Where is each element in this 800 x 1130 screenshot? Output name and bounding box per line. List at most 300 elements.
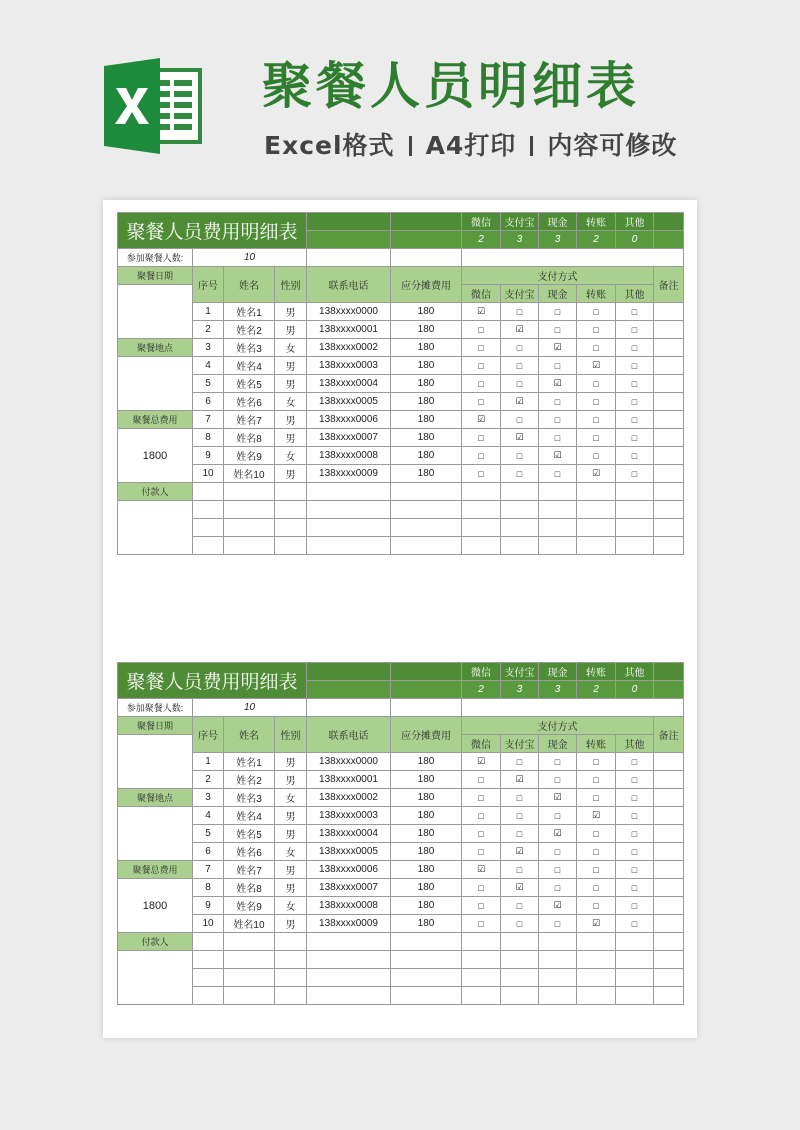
row-gender[interactable]: 男 bbox=[275, 879, 307, 897]
dinner-date-value[interactable] bbox=[118, 735, 193, 789]
total-cost-value[interactable]: 1800 bbox=[118, 429, 193, 483]
row-name[interactable]: 姓名10 bbox=[224, 465, 275, 483]
row-no[interactable]: 3 bbox=[193, 789, 224, 807]
cell[interactable] bbox=[307, 951, 391, 969]
payment-checkbox[interactable]: □ bbox=[616, 915, 654, 933]
cell[interactable] bbox=[391, 537, 462, 555]
cell[interactable] bbox=[391, 681, 462, 699]
cell[interactable] bbox=[391, 231, 462, 249]
cell[interactable] bbox=[224, 519, 275, 537]
cell[interactable] bbox=[307, 537, 391, 555]
payment-checkbox[interactable]: □ bbox=[462, 375, 501, 393]
cell[interactable] bbox=[224, 483, 275, 501]
col-header-method[interactable]: 现金 bbox=[539, 285, 577, 303]
payment-checkbox[interactable]: ☑ bbox=[539, 447, 577, 465]
row-no[interactable]: 9 bbox=[193, 897, 224, 915]
payment-checkbox[interactable]: □ bbox=[577, 429, 616, 447]
row-share[interactable]: 180 bbox=[391, 915, 462, 933]
col-header-method[interactable]: 现金 bbox=[539, 735, 577, 753]
summary-method-label[interactable]: 支付宝 bbox=[501, 663, 539, 681]
payment-checkbox[interactable]: □ bbox=[501, 897, 539, 915]
payment-checkbox[interactable]: □ bbox=[462, 789, 501, 807]
row-no[interactable]: 1 bbox=[193, 753, 224, 771]
row-phone[interactable]: 138xxxx0002 bbox=[307, 339, 391, 357]
col-header-method[interactable]: 支付宝 bbox=[501, 735, 539, 753]
cell[interactable] bbox=[501, 519, 539, 537]
payment-checkbox[interactable]: □ bbox=[616, 321, 654, 339]
payment-checkbox[interactable]: □ bbox=[462, 321, 501, 339]
total-cost-label[interactable]: 聚餐总费用 bbox=[118, 411, 193, 429]
payment-checkbox[interactable]: ☑ bbox=[501, 771, 539, 789]
cell[interactable] bbox=[307, 483, 391, 501]
cell[interactable] bbox=[539, 483, 577, 501]
row-phone[interactable]: 138xxxx0004 bbox=[307, 825, 391, 843]
payment-checkbox[interactable]: □ bbox=[462, 807, 501, 825]
cell[interactable] bbox=[462, 699, 684, 717]
cell[interactable] bbox=[654, 501, 684, 519]
col-header-method[interactable]: 微信 bbox=[462, 285, 501, 303]
payment-checkbox[interactable]: □ bbox=[462, 447, 501, 465]
row-no[interactable]: 6 bbox=[193, 843, 224, 861]
row-gender[interactable]: 男 bbox=[275, 429, 307, 447]
cell[interactable] bbox=[391, 501, 462, 519]
row-no[interactable]: 10 bbox=[193, 465, 224, 483]
payment-checkbox[interactable]: □ bbox=[501, 825, 539, 843]
payment-checkbox[interactable]: □ bbox=[577, 861, 616, 879]
row-name[interactable]: 姓名3 bbox=[224, 339, 275, 357]
row-phone[interactable]: 138xxxx0008 bbox=[307, 897, 391, 915]
row-gender[interactable]: 男 bbox=[275, 303, 307, 321]
cell[interactable] bbox=[616, 501, 654, 519]
payment-checkbox[interactable]: □ bbox=[462, 393, 501, 411]
col-header-note[interactable]: 备注 bbox=[654, 267, 684, 303]
cell[interactable] bbox=[275, 537, 307, 555]
cell[interactable] bbox=[616, 537, 654, 555]
cell[interactable] bbox=[193, 501, 224, 519]
row-phone[interactable]: 138xxxx0000 bbox=[307, 303, 391, 321]
cell[interactable] bbox=[275, 987, 307, 1005]
payment-checkbox[interactable]: ☑ bbox=[501, 393, 539, 411]
payment-checkbox[interactable]: □ bbox=[501, 789, 539, 807]
col-header-payment-method[interactable]: 支付方式 bbox=[462, 717, 654, 735]
col-header-share[interactable]: 应分摊费用 bbox=[391, 267, 462, 303]
cell[interactable] bbox=[462, 537, 501, 555]
cell[interactable] bbox=[577, 951, 616, 969]
payment-checkbox[interactable]: □ bbox=[616, 339, 654, 357]
payment-checkbox[interactable]: □ bbox=[501, 465, 539, 483]
row-no[interactable]: 9 bbox=[193, 447, 224, 465]
row-name[interactable]: 姓名6 bbox=[224, 843, 275, 861]
row-name[interactable]: 姓名4 bbox=[224, 357, 275, 375]
row-no[interactable]: 7 bbox=[193, 411, 224, 429]
payment-checkbox[interactable]: □ bbox=[462, 825, 501, 843]
row-note[interactable] bbox=[654, 861, 684, 879]
cell[interactable] bbox=[462, 933, 501, 951]
cell[interactable] bbox=[391, 483, 462, 501]
cell[interactable] bbox=[307, 699, 391, 717]
row-no[interactable]: 1 bbox=[193, 303, 224, 321]
row-gender[interactable]: 男 bbox=[275, 861, 307, 879]
row-share[interactable]: 180 bbox=[391, 303, 462, 321]
row-gender[interactable]: 男 bbox=[275, 771, 307, 789]
cell[interactable] bbox=[307, 231, 391, 249]
payment-checkbox[interactable]: □ bbox=[501, 807, 539, 825]
row-name[interactable]: 姓名10 bbox=[224, 915, 275, 933]
payment-checkbox[interactable]: □ bbox=[577, 375, 616, 393]
payment-checkbox[interactable]: ☑ bbox=[462, 861, 501, 879]
row-gender[interactable]: 男 bbox=[275, 357, 307, 375]
row-note[interactable] bbox=[654, 429, 684, 447]
cell[interactable] bbox=[577, 519, 616, 537]
cell[interactable] bbox=[539, 969, 577, 987]
col-header-note[interactable]: 备注 bbox=[654, 717, 684, 753]
payment-checkbox[interactable]: □ bbox=[539, 321, 577, 339]
row-share[interactable]: 180 bbox=[391, 861, 462, 879]
payment-checkbox[interactable]: □ bbox=[501, 411, 539, 429]
col-header-share[interactable]: 应分摊费用 bbox=[391, 717, 462, 753]
row-phone[interactable]: 138xxxx0007 bbox=[307, 429, 391, 447]
cell[interactable] bbox=[577, 933, 616, 951]
cell[interactable] bbox=[275, 933, 307, 951]
row-note[interactable] bbox=[654, 393, 684, 411]
cell[interactable] bbox=[193, 969, 224, 987]
cell[interactable] bbox=[275, 969, 307, 987]
cell[interactable] bbox=[193, 951, 224, 969]
row-share[interactable]: 180 bbox=[391, 789, 462, 807]
col-header-gender[interactable]: 性别 bbox=[275, 267, 307, 303]
payment-checkbox[interactable]: □ bbox=[462, 357, 501, 375]
payment-checkbox[interactable]: □ bbox=[501, 753, 539, 771]
payment-checkbox[interactable]: □ bbox=[462, 843, 501, 861]
payment-checkbox[interactable]: □ bbox=[501, 447, 539, 465]
row-phone[interactable]: 138xxxx0003 bbox=[307, 357, 391, 375]
row-phone[interactable]: 138xxxx0008 bbox=[307, 447, 391, 465]
row-note[interactable] bbox=[654, 897, 684, 915]
summary-method-label[interactable]: 转账 bbox=[577, 213, 616, 231]
cell[interactable] bbox=[193, 537, 224, 555]
payment-checkbox[interactable]: □ bbox=[462, 897, 501, 915]
cell[interactable] bbox=[501, 969, 539, 987]
participant-count-value[interactable]: 10 bbox=[193, 249, 307, 267]
payment-checkbox[interactable]: □ bbox=[616, 771, 654, 789]
row-gender[interactable]: 男 bbox=[275, 375, 307, 393]
cell[interactable] bbox=[275, 951, 307, 969]
payment-checkbox[interactable]: ☑ bbox=[501, 843, 539, 861]
cell[interactable] bbox=[654, 933, 684, 951]
summary-method-label[interactable]: 转账 bbox=[577, 663, 616, 681]
cell[interactable] bbox=[224, 951, 275, 969]
cell[interactable] bbox=[193, 519, 224, 537]
cell[interactable] bbox=[501, 933, 539, 951]
row-name[interactable]: 姓名3 bbox=[224, 789, 275, 807]
row-no[interactable]: 5 bbox=[193, 825, 224, 843]
cell[interactable] bbox=[193, 483, 224, 501]
row-phone[interactable]: 138xxxx0000 bbox=[307, 753, 391, 771]
row-name[interactable]: 姓名9 bbox=[224, 897, 275, 915]
row-share[interactable]: 180 bbox=[391, 357, 462, 375]
payment-checkbox[interactable]: □ bbox=[616, 843, 654, 861]
col-header-no[interactable]: 序号 bbox=[193, 267, 224, 303]
cell[interactable] bbox=[307, 933, 391, 951]
cell[interactable] bbox=[275, 519, 307, 537]
payment-checkbox[interactable]: □ bbox=[501, 375, 539, 393]
payment-checkbox[interactable]: □ bbox=[616, 303, 654, 321]
row-no[interactable]: 2 bbox=[193, 771, 224, 789]
cell[interactable] bbox=[307, 681, 391, 699]
payment-checkbox[interactable]: □ bbox=[577, 339, 616, 357]
row-name[interactable]: 姓名6 bbox=[224, 393, 275, 411]
payer-value[interactable] bbox=[118, 951, 193, 1005]
cell[interactable] bbox=[577, 501, 616, 519]
col-header-phone[interactable]: 联系电话 bbox=[307, 717, 391, 753]
row-name[interactable]: 姓名2 bbox=[224, 321, 275, 339]
row-name[interactable]: 姓名4 bbox=[224, 807, 275, 825]
row-no[interactable]: 8 bbox=[193, 429, 224, 447]
payment-checkbox[interactable]: ☑ bbox=[501, 321, 539, 339]
row-share[interactable]: 180 bbox=[391, 411, 462, 429]
cell[interactable] bbox=[539, 537, 577, 555]
payment-checkbox[interactable]: ☑ bbox=[462, 753, 501, 771]
cell[interactable] bbox=[577, 483, 616, 501]
cell[interactable] bbox=[654, 951, 684, 969]
payer-label[interactable]: 付款人 bbox=[118, 933, 193, 951]
row-note[interactable] bbox=[654, 375, 684, 393]
payment-checkbox[interactable]: ☑ bbox=[501, 429, 539, 447]
dinner-date-label[interactable]: 聚餐日期 bbox=[118, 717, 193, 735]
summary-method-count[interactable]: 3 bbox=[501, 681, 539, 699]
cell[interactable] bbox=[307, 969, 391, 987]
row-share[interactable]: 180 bbox=[391, 429, 462, 447]
row-phone[interactable]: 138xxxx0009 bbox=[307, 915, 391, 933]
cell[interactable] bbox=[391, 249, 462, 267]
cell[interactable] bbox=[501, 537, 539, 555]
row-gender[interactable]: 男 bbox=[275, 753, 307, 771]
cell[interactable] bbox=[654, 213, 684, 231]
row-gender[interactable]: 男 bbox=[275, 915, 307, 933]
cell[interactable] bbox=[654, 537, 684, 555]
payment-checkbox[interactable]: ☑ bbox=[539, 825, 577, 843]
row-share[interactable]: 180 bbox=[391, 843, 462, 861]
payment-checkbox[interactable]: □ bbox=[577, 789, 616, 807]
payment-checkbox[interactable]: □ bbox=[577, 843, 616, 861]
row-phone[interactable]: 138xxxx0005 bbox=[307, 843, 391, 861]
payment-checkbox[interactable]: □ bbox=[616, 357, 654, 375]
row-phone[interactable]: 138xxxx0002 bbox=[307, 789, 391, 807]
payment-checkbox[interactable]: ☑ bbox=[462, 303, 501, 321]
cell[interactable] bbox=[307, 519, 391, 537]
row-gender[interactable]: 男 bbox=[275, 411, 307, 429]
row-no[interactable]: 8 bbox=[193, 879, 224, 897]
row-name[interactable]: 姓名7 bbox=[224, 411, 275, 429]
row-share[interactable]: 180 bbox=[391, 339, 462, 357]
row-gender[interactable]: 男 bbox=[275, 807, 307, 825]
summary-method-count[interactable]: 0 bbox=[616, 681, 654, 699]
row-name[interactable]: 姓名2 bbox=[224, 771, 275, 789]
cell[interactable] bbox=[462, 951, 501, 969]
summary-method-count[interactable]: 3 bbox=[539, 231, 577, 249]
payment-checkbox[interactable]: □ bbox=[539, 393, 577, 411]
summary-method-count[interactable]: 2 bbox=[462, 231, 501, 249]
row-note[interactable] bbox=[654, 357, 684, 375]
row-note[interactable] bbox=[654, 879, 684, 897]
row-note[interactable] bbox=[654, 915, 684, 933]
payment-checkbox[interactable]: □ bbox=[539, 843, 577, 861]
payment-checkbox[interactable]: □ bbox=[501, 339, 539, 357]
payment-checkbox[interactable]: □ bbox=[616, 789, 654, 807]
payment-checkbox[interactable]: □ bbox=[577, 825, 616, 843]
col-header-method[interactable]: 微信 bbox=[462, 735, 501, 753]
participant-count-label[interactable]: 参加聚餐人数: bbox=[118, 699, 193, 717]
cell[interactable] bbox=[654, 681, 684, 699]
row-gender[interactable]: 女 bbox=[275, 789, 307, 807]
cell[interactable] bbox=[654, 519, 684, 537]
cell[interactable] bbox=[462, 483, 501, 501]
payment-checkbox[interactable]: □ bbox=[501, 357, 539, 375]
payer-value[interactable] bbox=[118, 501, 193, 555]
payment-checkbox[interactable]: □ bbox=[577, 393, 616, 411]
summary-method-count[interactable]: 2 bbox=[462, 681, 501, 699]
cell[interactable] bbox=[391, 699, 462, 717]
dinner-date-label[interactable]: 聚餐日期 bbox=[118, 267, 193, 285]
summary-method-count[interactable]: 0 bbox=[616, 231, 654, 249]
row-note[interactable] bbox=[654, 321, 684, 339]
payment-checkbox[interactable]: □ bbox=[539, 753, 577, 771]
cell[interactable] bbox=[616, 951, 654, 969]
row-phone[interactable]: 138xxxx0004 bbox=[307, 375, 391, 393]
payment-checkbox[interactable]: □ bbox=[577, 879, 616, 897]
payment-checkbox[interactable]: □ bbox=[539, 879, 577, 897]
row-share[interactable]: 180 bbox=[391, 393, 462, 411]
payment-checkbox[interactable]: ☑ bbox=[539, 339, 577, 357]
payment-checkbox[interactable]: □ bbox=[577, 447, 616, 465]
summary-method-count[interactable]: 2 bbox=[577, 681, 616, 699]
row-no[interactable]: 10 bbox=[193, 915, 224, 933]
payment-checkbox[interactable]: ☑ bbox=[577, 915, 616, 933]
dinner-location-value[interactable] bbox=[118, 357, 193, 411]
row-no[interactable]: 3 bbox=[193, 339, 224, 357]
cell[interactable] bbox=[462, 987, 501, 1005]
cell[interactable] bbox=[616, 933, 654, 951]
payment-checkbox[interactable]: □ bbox=[577, 897, 616, 915]
row-gender[interactable]: 女 bbox=[275, 393, 307, 411]
cell[interactable] bbox=[539, 933, 577, 951]
row-gender[interactable]: 女 bbox=[275, 843, 307, 861]
row-gender[interactable]: 女 bbox=[275, 339, 307, 357]
payment-checkbox[interactable]: □ bbox=[616, 861, 654, 879]
cell[interactable] bbox=[462, 501, 501, 519]
cell[interactable] bbox=[654, 969, 684, 987]
col-header-method[interactable]: 其他 bbox=[616, 285, 654, 303]
row-phone[interactable]: 138xxxx0001 bbox=[307, 771, 391, 789]
cell[interactable] bbox=[654, 231, 684, 249]
cell[interactable] bbox=[616, 519, 654, 537]
payment-checkbox[interactable]: □ bbox=[539, 357, 577, 375]
row-note[interactable] bbox=[654, 753, 684, 771]
row-share[interactable]: 180 bbox=[391, 375, 462, 393]
cell[interactable] bbox=[193, 987, 224, 1005]
sheet-title[interactable]: 聚餐人员费用明细表 bbox=[118, 663, 307, 699]
total-cost-label[interactable]: 聚餐总费用 bbox=[118, 861, 193, 879]
cell[interactable] bbox=[616, 969, 654, 987]
row-share[interactable]: 180 bbox=[391, 897, 462, 915]
payment-checkbox[interactable]: □ bbox=[539, 915, 577, 933]
payment-checkbox[interactable]: □ bbox=[501, 861, 539, 879]
payer-label[interactable]: 付款人 bbox=[118, 483, 193, 501]
dinner-location-value[interactable] bbox=[118, 807, 193, 861]
payment-checkbox[interactable]: □ bbox=[616, 375, 654, 393]
row-share[interactable]: 180 bbox=[391, 753, 462, 771]
cell[interactable] bbox=[654, 987, 684, 1005]
summary-method-count[interactable]: 2 bbox=[577, 231, 616, 249]
summary-method-label[interactable]: 其他 bbox=[616, 213, 654, 231]
payment-checkbox[interactable]: □ bbox=[616, 897, 654, 915]
row-note[interactable] bbox=[654, 789, 684, 807]
cell[interactable] bbox=[654, 663, 684, 681]
cell[interactable] bbox=[224, 501, 275, 519]
row-gender[interactable]: 男 bbox=[275, 465, 307, 483]
row-note[interactable] bbox=[654, 825, 684, 843]
payment-checkbox[interactable]: □ bbox=[616, 465, 654, 483]
row-name[interactable]: 姓名1 bbox=[224, 303, 275, 321]
row-note[interactable] bbox=[654, 843, 684, 861]
payment-checkbox[interactable]: ☑ bbox=[501, 879, 539, 897]
payment-checkbox[interactable]: ☑ bbox=[577, 465, 616, 483]
row-name[interactable]: 姓名7 bbox=[224, 861, 275, 879]
cell[interactable] bbox=[307, 249, 391, 267]
row-share[interactable]: 180 bbox=[391, 807, 462, 825]
col-header-method[interactable]: 支付宝 bbox=[501, 285, 539, 303]
summary-method-count[interactable]: 3 bbox=[539, 681, 577, 699]
row-gender[interactable]: 男 bbox=[275, 825, 307, 843]
cell[interactable] bbox=[307, 501, 391, 519]
participant-count-value[interactable]: 10 bbox=[193, 699, 307, 717]
payment-checkbox[interactable]: □ bbox=[539, 465, 577, 483]
col-header-name[interactable]: 姓名 bbox=[224, 717, 275, 753]
cell[interactable] bbox=[501, 951, 539, 969]
payment-checkbox[interactable]: □ bbox=[577, 303, 616, 321]
summary-method-count[interactable]: 3 bbox=[501, 231, 539, 249]
payment-checkbox[interactable]: ☑ bbox=[539, 375, 577, 393]
cell[interactable] bbox=[391, 213, 462, 231]
summary-method-label[interactable]: 现金 bbox=[539, 663, 577, 681]
payment-checkbox[interactable]: □ bbox=[616, 393, 654, 411]
col-header-method[interactable]: 其他 bbox=[616, 735, 654, 753]
payment-checkbox[interactable]: ☑ bbox=[539, 897, 577, 915]
dinner-location-label[interactable]: 聚餐地点 bbox=[118, 789, 193, 807]
col-header-name[interactable]: 姓名 bbox=[224, 267, 275, 303]
cell[interactable] bbox=[616, 483, 654, 501]
cell[interactable] bbox=[307, 987, 391, 1005]
payment-checkbox[interactable]: □ bbox=[462, 339, 501, 357]
cell[interactable] bbox=[577, 987, 616, 1005]
cell[interactable] bbox=[577, 969, 616, 987]
row-name[interactable]: 姓名9 bbox=[224, 447, 275, 465]
row-note[interactable] bbox=[654, 807, 684, 825]
payment-checkbox[interactable]: □ bbox=[539, 429, 577, 447]
row-phone[interactable]: 138xxxx0009 bbox=[307, 465, 391, 483]
summary-method-label[interactable]: 其他 bbox=[616, 663, 654, 681]
row-name[interactable]: 姓名5 bbox=[224, 375, 275, 393]
payment-checkbox[interactable]: □ bbox=[616, 411, 654, 429]
cell[interactable] bbox=[539, 987, 577, 1005]
row-gender[interactable]: 男 bbox=[275, 321, 307, 339]
cell[interactable] bbox=[462, 969, 501, 987]
payment-checkbox[interactable]: □ bbox=[577, 321, 616, 339]
row-share[interactable]: 180 bbox=[391, 465, 462, 483]
row-share[interactable]: 180 bbox=[391, 879, 462, 897]
row-share[interactable]: 180 bbox=[391, 447, 462, 465]
participant-count-label[interactable]: 参加聚餐人数: bbox=[118, 249, 193, 267]
